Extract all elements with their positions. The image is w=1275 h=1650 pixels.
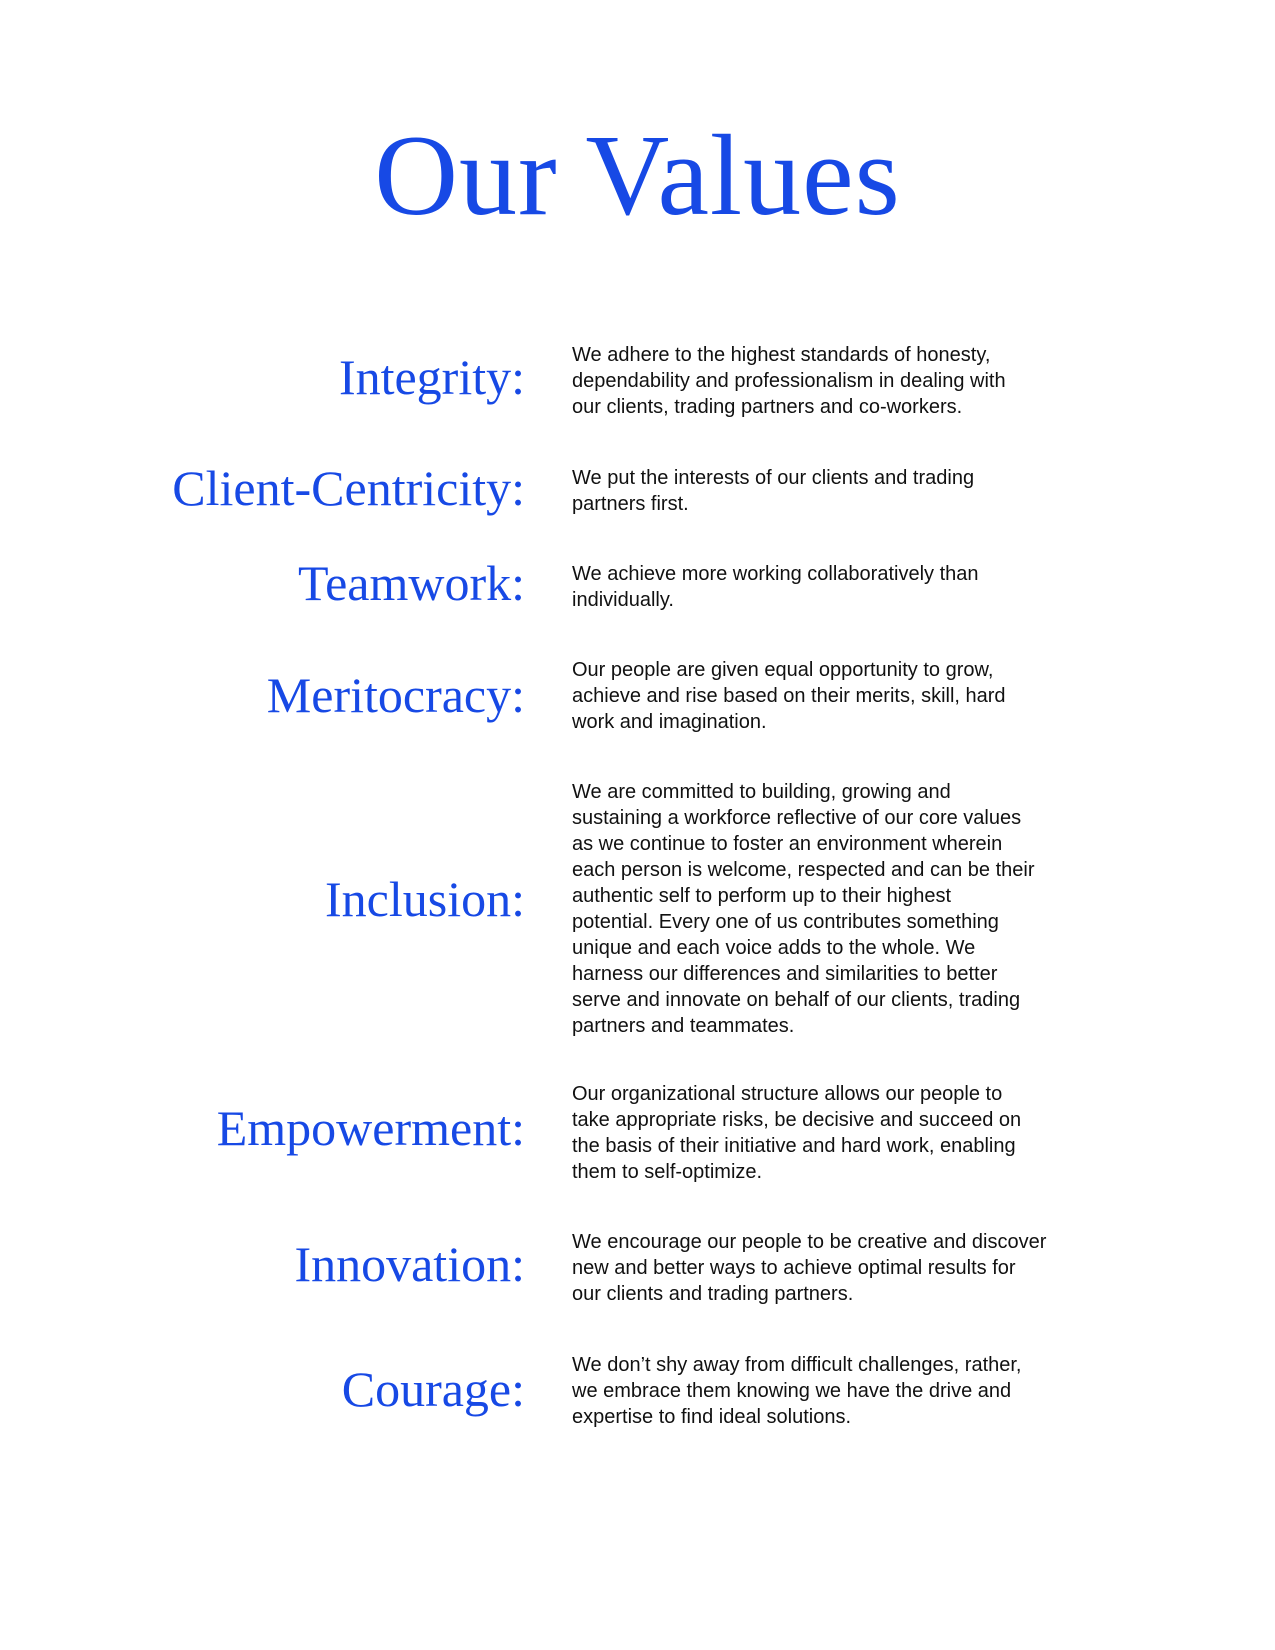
value-name: Client-Centricity: (172, 460, 525, 516)
value-name: Courage: (341, 1361, 525, 1417)
value-description: We encourage our people to be creative and discover new and better ways to achieve optimal results for our clients and trading partners. (572, 1231, 1047, 1305)
value-name: Meritocracy: (266, 667, 525, 723)
value-description: We put the interests of our clients and trading partners first. (572, 467, 975, 515)
value-description: We adhere to the highest standards of honesty, dependability and professionalism in dealing with our clients, trading partners and co-workers. (572, 344, 1006, 418)
value-name: Teamwork: (298, 555, 525, 611)
value-name: Integrity: (338, 349, 525, 405)
value-description: We are committed to building, growing and sustaining a workforce reflective of our core values as we continue to foster an environment wherein each person is welcome, respected and can be their authentic self to perform up to their highest potential. Every one of us contributes something unique and each voice adds to the whole. We harness our differences and similarities to better serve and innovate on behalf of our clients, trading partners and teammates. (572, 781, 1035, 1037)
value-description: Our organizational structure allows our people to take appropriate risks, be decisive and succeed on the basis of their initiative and hard work, enabling them to self-optimize. (572, 1083, 1022, 1183)
page-title: Our Values (374, 112, 901, 240)
value-name: Empowerment: (216, 1100, 525, 1156)
value-name: Inclusion: (325, 871, 525, 927)
value-description: We achieve more working collaboratively than individually. (572, 563, 979, 611)
value-description: Our people are given equal opportunity to grow, achieve and rise based on their merits, skill, hard work and imagination. (572, 659, 1006, 733)
value-name: Innovation: (294, 1236, 525, 1292)
value-description: We don’t shy away from difficult challenges, rather, we embrace them knowing we have the drive and expertise to find ideal solutions. (572, 1354, 1022, 1428)
